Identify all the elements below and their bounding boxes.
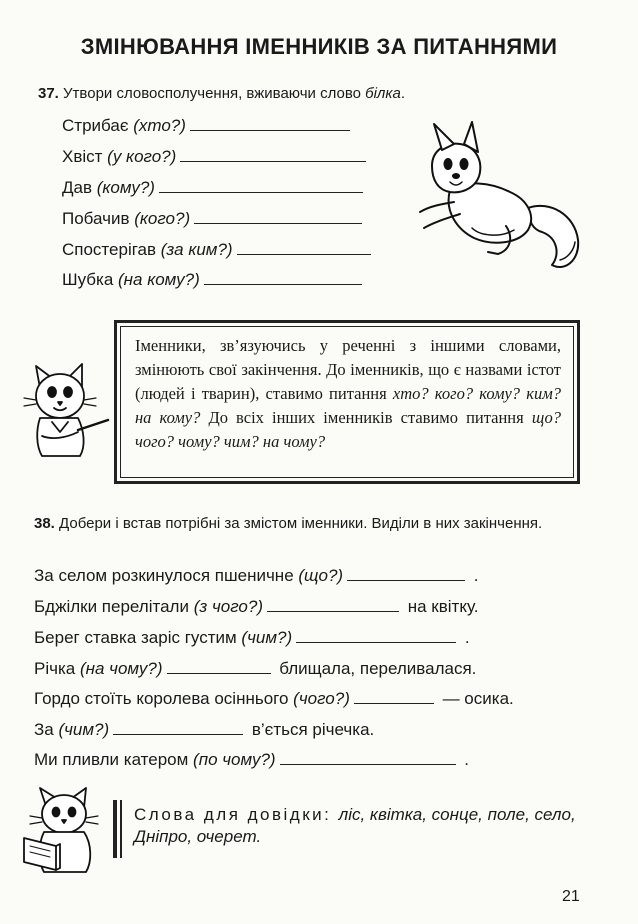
- answer-blank[interactable]: [296, 628, 456, 643]
- row-text-end: блищала, переливалася.: [274, 659, 477, 678]
- task-37-row: [62, 178, 363, 198]
- reference-words: [134, 804, 594, 848]
- answer-blank[interactable]: [204, 270, 362, 285]
- row-text-end: .: [459, 750, 470, 769]
- task-37-row: [62, 209, 362, 229]
- task-37-heading: [38, 84, 405, 103]
- row-question: (хто?): [133, 116, 186, 135]
- row-text: Стрибає: [62, 116, 134, 135]
- answer-blank[interactable]: [347, 566, 465, 581]
- row-question: (у кого?): [107, 147, 177, 166]
- answer-blank[interactable]: [237, 240, 371, 255]
- task-37-instruction-end: .: [400, 85, 405, 102]
- task-37-row: [62, 270, 362, 290]
- row-text-end: — осика.: [437, 689, 514, 708]
- row-question: (по чому?): [193, 750, 276, 769]
- rule-part-1: Іменники, зв’язуючись у реченні з іншими словами, змінюють свої закінчення. До іменників, що є назвами істот (людей і тварин), ставимо питання: [135, 336, 561, 403]
- task-38-row: [34, 750, 469, 770]
- reference-bar: [113, 800, 117, 858]
- row-question: (на чому?): [79, 659, 163, 678]
- row-text: Шубка: [62, 270, 118, 289]
- task-38-row: [34, 566, 479, 586]
- row-question: (кого?): [134, 209, 191, 228]
- row-text: Берег ставка заріс густим: [34, 628, 242, 647]
- answer-blank[interactable]: [267, 597, 399, 612]
- row-question: (що?): [298, 566, 344, 585]
- task-38-row: [34, 659, 476, 679]
- row-question: (чого?): [293, 689, 350, 708]
- row-question: (з чого?): [193, 597, 264, 616]
- rule-questions-animate: хто? кого? кому? ким? на кому?: [135, 384, 561, 427]
- page-number: 21: [562, 888, 580, 905]
- row-text-end: .: [469, 566, 479, 585]
- row-text: Дав: [62, 178, 97, 197]
- row-text: Ми пливли катером: [34, 750, 194, 769]
- reference-label: Слова для довідки:: [134, 805, 339, 824]
- answer-blank[interactable]: [194, 209, 362, 224]
- task-37-row: [62, 240, 371, 260]
- row-question: (за ким?): [160, 240, 233, 259]
- reference-bar-thin: [120, 800, 122, 858]
- reference-word-list: ліс, квітка, сонце, поле, село, Дніпро, очерет.: [134, 805, 576, 846]
- row-text: Спостерігав: [62, 240, 161, 259]
- answer-blank[interactable]: [190, 116, 350, 131]
- page-title: ЗМІНЮВАННЯ ІМЕННИКІВ ЗА ПИТАННЯМИ: [80, 34, 558, 59]
- row-text-end: в’ється річечка.: [247, 720, 375, 739]
- row-question: (кому?): [96, 178, 155, 197]
- task-37-instruction: Утвори словосполучення, вживаючи слово: [63, 85, 366, 102]
- row-text: Гордо стоїть королева осіннього: [34, 689, 294, 708]
- cat-reading-illustration: [20, 786, 112, 874]
- answer-blank[interactable]: [167, 659, 271, 674]
- rule-questions-inanimate: що? чого? чому? чим? на чому?: [135, 408, 561, 451]
- rule-box: [114, 320, 580, 484]
- row-text: Річка: [34, 659, 80, 678]
- task-38-instruction: Добери і встав потрібні за змістом іменники. Виділи в них закінчення.: [59, 515, 543, 532]
- row-text-end: на квітку.: [403, 597, 479, 616]
- task-38-row: [34, 720, 374, 740]
- row-question: (на кому?): [118, 270, 200, 289]
- row-text-end: .: [460, 628, 470, 647]
- row-text: За: [34, 720, 59, 739]
- task-37-row: [62, 147, 366, 167]
- row-question: (чим?): [58, 720, 110, 739]
- cat-teacher-illustration: [22, 360, 112, 460]
- rule-text: [120, 326, 574, 478]
- task-38-row: [34, 689, 514, 709]
- row-text: Хвіст: [62, 147, 108, 166]
- row-text: Побачив: [62, 209, 135, 228]
- task-37-row: [62, 116, 350, 136]
- task-38-row: [34, 597, 479, 617]
- squirrel-illustration: [410, 120, 585, 280]
- task-38-heading: [34, 514, 594, 533]
- task-37-number: 37.: [38, 85, 59, 102]
- answer-blank[interactable]: [280, 750, 456, 765]
- answer-blank[interactable]: [180, 147, 366, 162]
- rule-part-2: До всіх інших іменників ставимо питання: [200, 408, 532, 427]
- task-38-number: 38.: [34, 515, 55, 532]
- answer-blank[interactable]: [159, 178, 363, 193]
- row-text: Бджілки перелітали: [34, 597, 194, 616]
- answer-blank[interactable]: [113, 720, 243, 735]
- task-38-row: [34, 628, 470, 648]
- task-37-word: білка: [365, 85, 401, 102]
- row-text: За селом розкинулося пшеничне: [34, 566, 299, 585]
- answer-blank[interactable]: [354, 689, 434, 704]
- row-question: (чим?): [241, 628, 293, 647]
